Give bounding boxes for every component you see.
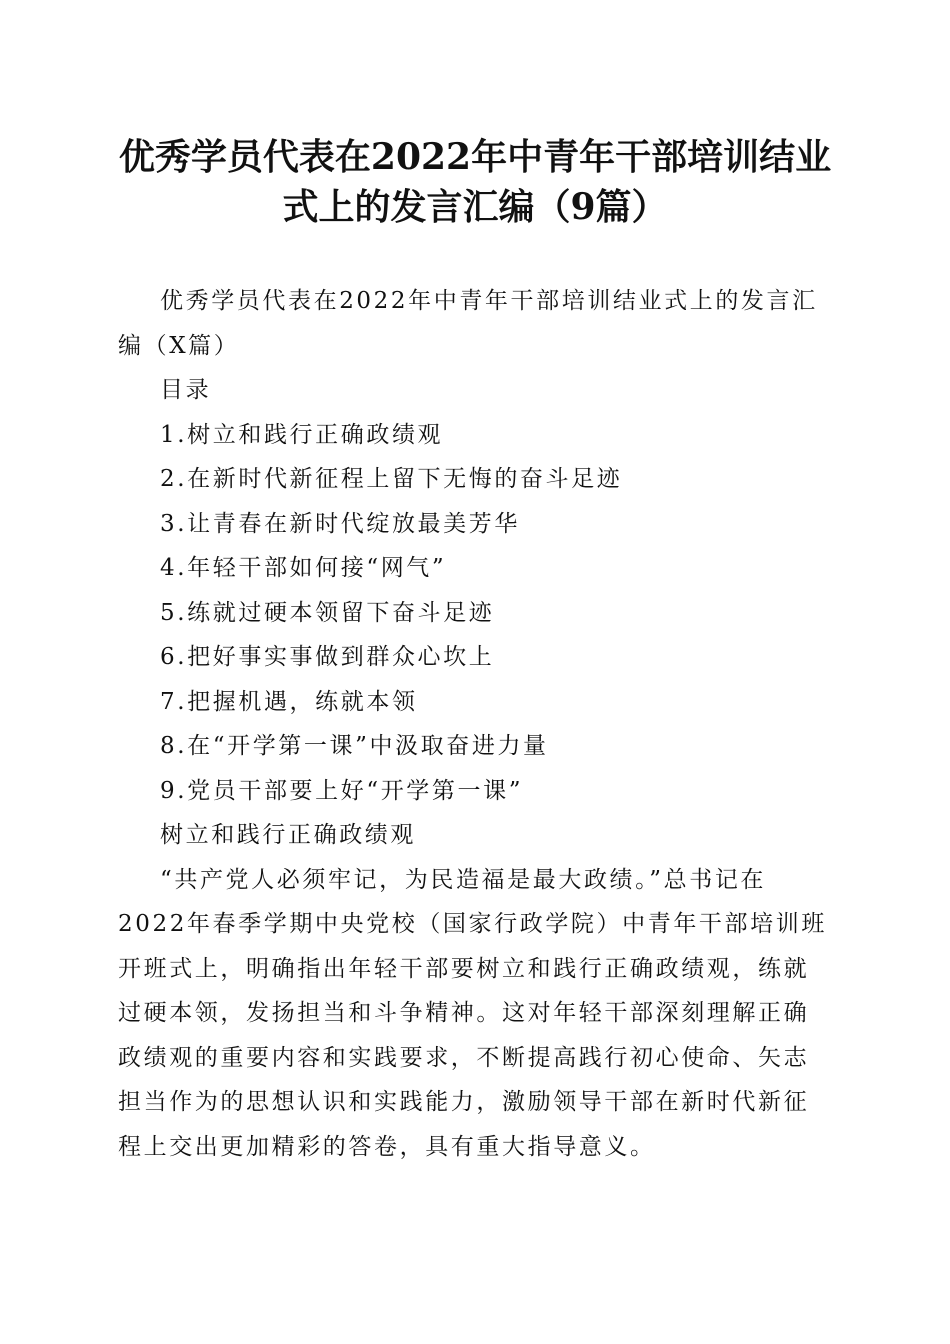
- intro-line-1: 优秀学员代表在2022年中青年干部培训结业式上的发言汇: [160, 288, 818, 314]
- section-heading: 树立和践行正确政绩观: [160, 822, 416, 848]
- toc-item: 1.树立和践行正确政绩观: [160, 421, 444, 448]
- title-line-1: 优秀学员代表在2022年中青年干部培训结业: [118, 136, 832, 178]
- body-paragraph: [118, 858, 828, 1170]
- document-body: [118, 279, 828, 1169]
- paragraph-line: “共产党人必须牢记，为民造福是最大政绩。”总书记在: [160, 866, 767, 893]
- toc-item: 2.在新时代新征程上留下无悔的奋斗足迹: [160, 466, 623, 492]
- paragraph-line: 程上交出更加精彩的答卷，具有重大指导意义。: [118, 1133, 656, 1160]
- paragraph-line: 政绩观的重要内容和实践要求，不断提高践行初心使命、矢志: [118, 1044, 810, 1071]
- toc-heading: 目录: [160, 377, 212, 403]
- paragraph-line: 开班式上，明确指出年轻干部要树立和践行正确政绩观，练就: [118, 955, 810, 982]
- toc-item: 7.把握机遇，练就本领: [160, 688, 418, 715]
- toc-item: 5.练就过硬本领留下奋斗足迹: [160, 599, 495, 626]
- paragraph-line: 担当作为的思想认识和实践能力，激励领导干部在新时代新征: [118, 1089, 810, 1115]
- toc-item: 8.在“开学第一课”中汲取奋进力量: [160, 733, 549, 759]
- toc-item: 6.把好事实事做到群众心坎上: [160, 644, 495, 670]
- intro-line-2: 编（X篇）: [118, 332, 240, 359]
- table-of-contents: [118, 413, 828, 814]
- title-line-2: 式上的发言汇编（9篇）: [282, 186, 668, 228]
- toc-item: 4.年轻干部如何接“网气”: [160, 555, 447, 581]
- paragraph-line: 2022年春季学期中央党校（国家行政学院）中青年干部培训班: [118, 911, 827, 937]
- document-title: [110, 132, 840, 232]
- toc-item: 9.党员干部要上好“开学第一课”: [160, 777, 524, 804]
- toc-item: 3.让青春在新时代绽放最美芳华: [160, 510, 520, 537]
- paragraph-line: 过硬本领，发扬担当和斗争精神。这对年轻干部深刻理解正确: [118, 1000, 810, 1026]
